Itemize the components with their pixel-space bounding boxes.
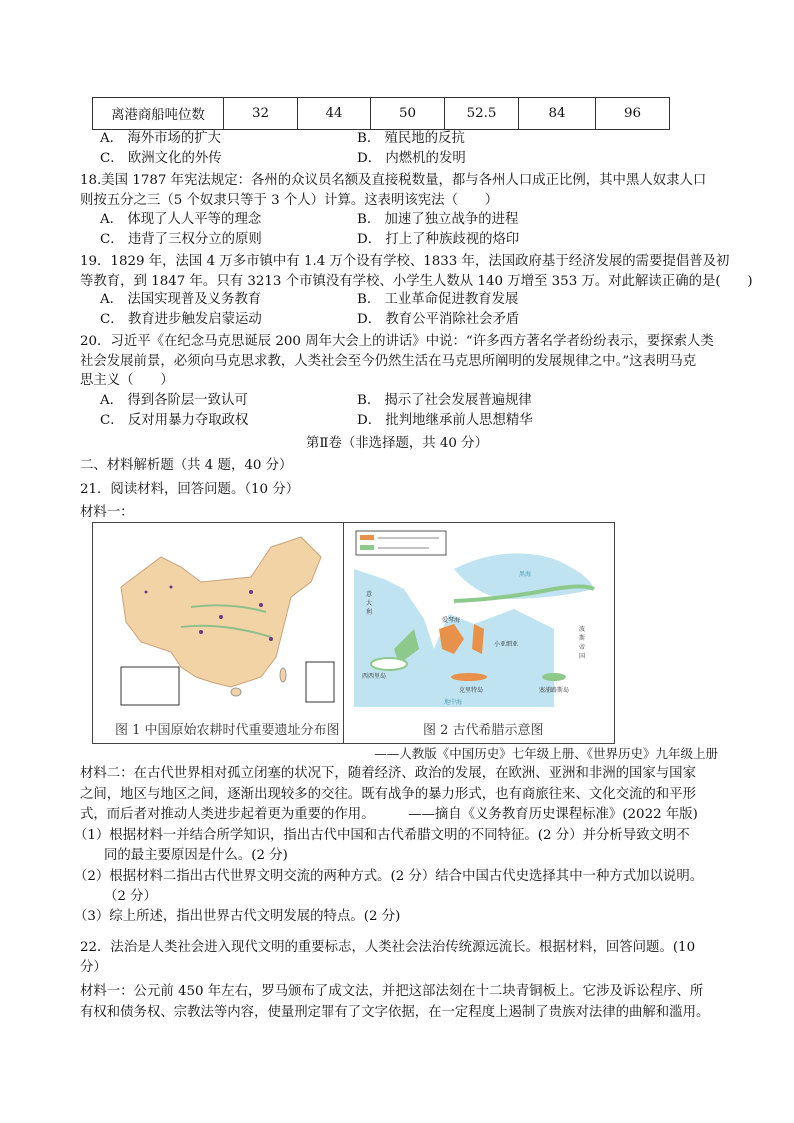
q18-option-b: B． 加速了独立战争的进程 xyxy=(357,212,519,227)
q19-option-c: C． 教育进步触发启蒙运动 xyxy=(100,312,262,327)
q20-option-b: B． 揭示了社会发展普遍规律 xyxy=(357,393,532,408)
q17-option-b: B． 殖民地的反抗 xyxy=(357,131,465,146)
map-label: 意大利 xyxy=(366,591,373,616)
table-cell: 52.5 xyxy=(445,98,519,130)
q18-stem: 则按五分之三（5 个奴隶只等于 3 个人）计算。这表明该宪法（ ） xyxy=(80,193,499,208)
q17-option-d: D． 内燃机的发明 xyxy=(357,151,466,166)
q18-option-d: D． 打上了种族歧视的烙印 xyxy=(357,232,520,247)
q17-option-a: A． 海外市场的扩大 xyxy=(100,131,222,146)
table-row xyxy=(93,98,670,130)
q20-option-d: D． 批判地继承前人思想精华 xyxy=(357,413,533,428)
row-label: 离港商船吨位数 xyxy=(93,98,224,130)
q19-option-d: D． 教育公平消除社会矛盾 xyxy=(357,312,520,327)
material-figures xyxy=(92,522,615,744)
q20-stem: 20．习近平《在纪念马克思诞辰 200 周年大会上的讲话》中说：“许多西方著名学者纷纷表示，要探索人类 xyxy=(80,334,714,349)
table-cell: 44 xyxy=(298,98,371,130)
q20-option-c: C． 反对用暴力夺取政权 xyxy=(100,413,249,428)
q18-option-a: A． 体现了人人平等的理念 xyxy=(100,212,262,227)
map-label: 塞浦路斯岛 xyxy=(539,687,570,694)
q17-option-c: C． 欧洲文化的外传 xyxy=(100,151,222,166)
table-cell: 50 xyxy=(371,98,445,130)
q21-material-2: 之间，地区与地区之间，逐渐出现较多的交往。既有战争的暴力形式，也有商旅往来、文化交流的和平形 xyxy=(80,787,696,802)
q22-material-1: 材料一：公元前 450 年左右，罗马颁布了成文法，并把这部法刻在十二块青铜板上。它涉及诉讼程序、所 xyxy=(80,984,704,999)
section-heading: 二、材料解析题（共 4 题，40 分） xyxy=(80,458,293,473)
part2-title: 第Ⅱ卷（非选择题，共 40 分） xyxy=(306,436,488,451)
q21-title: 21．阅读材料，回答问题。（10 分） xyxy=(80,482,300,497)
map-label: 西西里岛 xyxy=(362,673,387,680)
q21-material-2: 材料二：在古代世界相对孤立闭塞的状况下，随着经济、政治的发展，在欧洲、亚洲和非洲的国家与国家 xyxy=(80,766,696,781)
q19-option-b: B． 工业革命促进教育发展 xyxy=(357,292,519,307)
china-map-image xyxy=(101,527,337,715)
ship-tonnage-table xyxy=(92,97,670,130)
q19-stem: 19．1829 年，法国 4 万多市镇中有 1.4 万个设有学校、1833 年，法国政府基于经济发展的需要提倡普及初 xyxy=(80,254,730,269)
figure-1-caption: 图 1 中国原始农耕时代重要遗址分布图 xyxy=(115,723,340,738)
q20-stem: 社会发展前景，必须向马克思求教，人类社会至今仍然生活在马克思所阐明的发展规律之中。”这表明马克 xyxy=(80,354,697,369)
map-label: 波斯帝国 xyxy=(579,626,586,660)
table-cell: 84 xyxy=(519,98,596,130)
q21-sub-question-2: （2 分） xyxy=(104,889,157,904)
q20-stem: 思主义（ ） xyxy=(80,373,174,388)
q21-sub-question-1: 同的最主要原因是什么。(2 分) xyxy=(104,848,288,863)
greece-map-labels xyxy=(354,529,608,707)
map-label: 黑海 xyxy=(519,571,532,578)
q22-stem: 分） xyxy=(80,960,107,975)
figure-2-caption: 图 2 古代希腊示意图 xyxy=(423,723,544,738)
material-source: ——人教版《中国历史》七年级上册、《世界历史》九年级上册 xyxy=(374,746,718,761)
q21-sub-question-2: （2）根据材料二指出古代世界文明交流的两种方式。(2 分）结合中国古代史选择其中一种方式加以说明。 xyxy=(74,869,704,884)
table-cell: 96 xyxy=(596,98,670,130)
q18-option-c: C． 违背了三权分立的原则 xyxy=(100,232,262,247)
q20-option-a: A． 得到各阶层一致认可 xyxy=(100,393,248,408)
q21-material-2: 式，而后者对推动人类进步起着更为重要的作用。 ——摘自《义务教育历史课程标准》(2022 年版) xyxy=(80,807,698,822)
q19-stem: 等教育，到 1847 年。只有 3213 个市镇没有学校、小学生人数从 140 万增至 353 万。对此解读正确的是( ) xyxy=(80,274,753,289)
q22-material-1: 有权和债务权、宗教法等内容，使量刑定罪有了文字依据，在一定程度上遏制了贵族对法律的曲解和滥用。 xyxy=(80,1005,710,1020)
q21-sub-question-1: （1）根据材料一并结合所学知识，指出古代中国和古代希腊文明的不同特征。(2 分）并分析导致文明不 xyxy=(74,828,690,843)
map-label: 爱琴海 xyxy=(442,617,461,624)
q19-option-a: A． 法国实现普及义务教育 xyxy=(100,292,262,307)
map-label: 小亚细亚 xyxy=(494,641,519,648)
q18-stem: 18.美国 1787 年宪法规定：各州的众议员名额及直接税数量，都与各州人口成正比例，其中黑人奴隶人口 xyxy=(80,173,707,188)
q21-sub-question-3: （3）综上所述，指出世界古代文明发展的特点。(2 分) xyxy=(74,909,401,924)
figure-divider xyxy=(343,523,344,743)
q21-material-1-label: 材料一： xyxy=(80,505,134,520)
q22-stem: 22．法治是人类社会进入现代文明的重要标志，人类社会法治传统源远流长。根据材料，回答问题。(10 xyxy=(80,940,696,955)
table-cell: 32 xyxy=(224,98,298,130)
map-label: 克里特岛 xyxy=(459,687,484,694)
map-label: 地中海 xyxy=(444,699,463,706)
